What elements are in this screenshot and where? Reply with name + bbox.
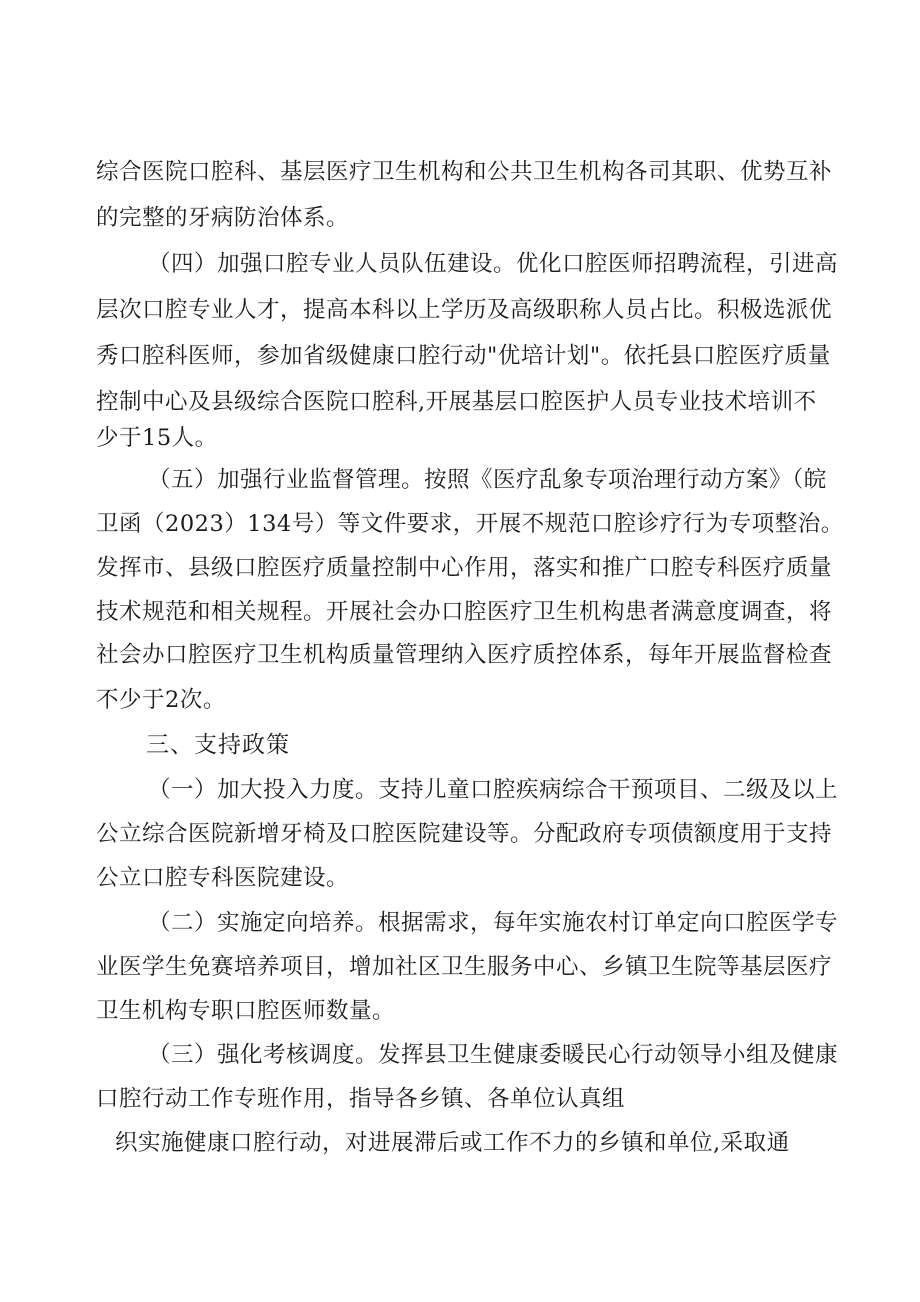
paragraph-line: 层次口腔专业人才，提高本科以上学历及高级职称人员占比。积极选派优 (96, 297, 833, 323)
paragraph-line: 口腔行动工作专班作用，指导各乡镇、各单位认真组 (96, 1086, 626, 1112)
paragraph-line: 织实施健康口腔行动，对进展滞后或工作不力的乡镇和单位,采取通 (115, 1130, 790, 1156)
paragraph-line: （二）实施定向培养。根据需求，每年实施农村订单定向口腔医学专 (148, 910, 839, 936)
paragraph-line: （三）强化考核调度。发挥县卫生健康委暖民心行动领导小组及健康 (148, 1042, 839, 1068)
paragraph-line: 公立口腔专科医院建设。 (96, 865, 350, 891)
paragraph-line: 卫函（2023）134号）等文件要求，开展不规范口腔诊疗行为专项整治。 (96, 511, 844, 537)
paragraph-line: 卫生机构专职口腔医师数量。 (96, 998, 396, 1024)
section-heading: 三、支持政策 (146, 732, 290, 758)
paragraph-line: 不少于2次。 (96, 687, 226, 713)
paragraph-line: 社会办口腔医疗卫生机构质量管理纳入医疗质控体系，每年开展监督检查 (96, 642, 833, 668)
paragraph-line: （四）加强口腔专业人员队伍建设。优化口腔医师招聘流程，引进高 (148, 251, 839, 277)
paragraph-line: 业医学生免赛培养项目，增加社区卫生服务中心、乡镇卫生院等基层医疗 (96, 954, 833, 980)
paragraph-line: （一）加大投入力度。支持儿童口腔疾病综合干预项目、二级及以上 (148, 777, 839, 803)
paragraph-line: （五）加强行业监督管理。按照《医疗乱象专项治理行动方案》（皖 (148, 467, 827, 493)
paragraph-line: 公立综合医院新增牙椅及口腔医院建设等。分配政府专项债额度用于支持 (96, 821, 833, 847)
paragraph-line: 秀口腔科医师，参加省级健康口腔行动"优培计划"。依托县口腔医疗质量 (96, 343, 831, 369)
paragraph-line: 控制中心及县级综合医院口腔科,开展基层口腔医护人员专业技术培训不 (96, 389, 817, 415)
paragraph-line: 综合医院口腔科、基层医疗卫生机构和公共卫生机构各司其职、优势互补 (96, 159, 833, 185)
paragraph-line: 发挥市、县级口腔医疗质量控制中心作用，落实和推广口腔专科医疗质量 (96, 555, 833, 581)
paragraph-line: 的完整的牙病防治体系。 (96, 205, 350, 231)
paragraph-line: 少于15人。 (96, 425, 218, 451)
paragraph-line: 技术规范和相关规程。开展社会办口腔医疗卫生机构患者满意度调查，将 (96, 599, 833, 625)
